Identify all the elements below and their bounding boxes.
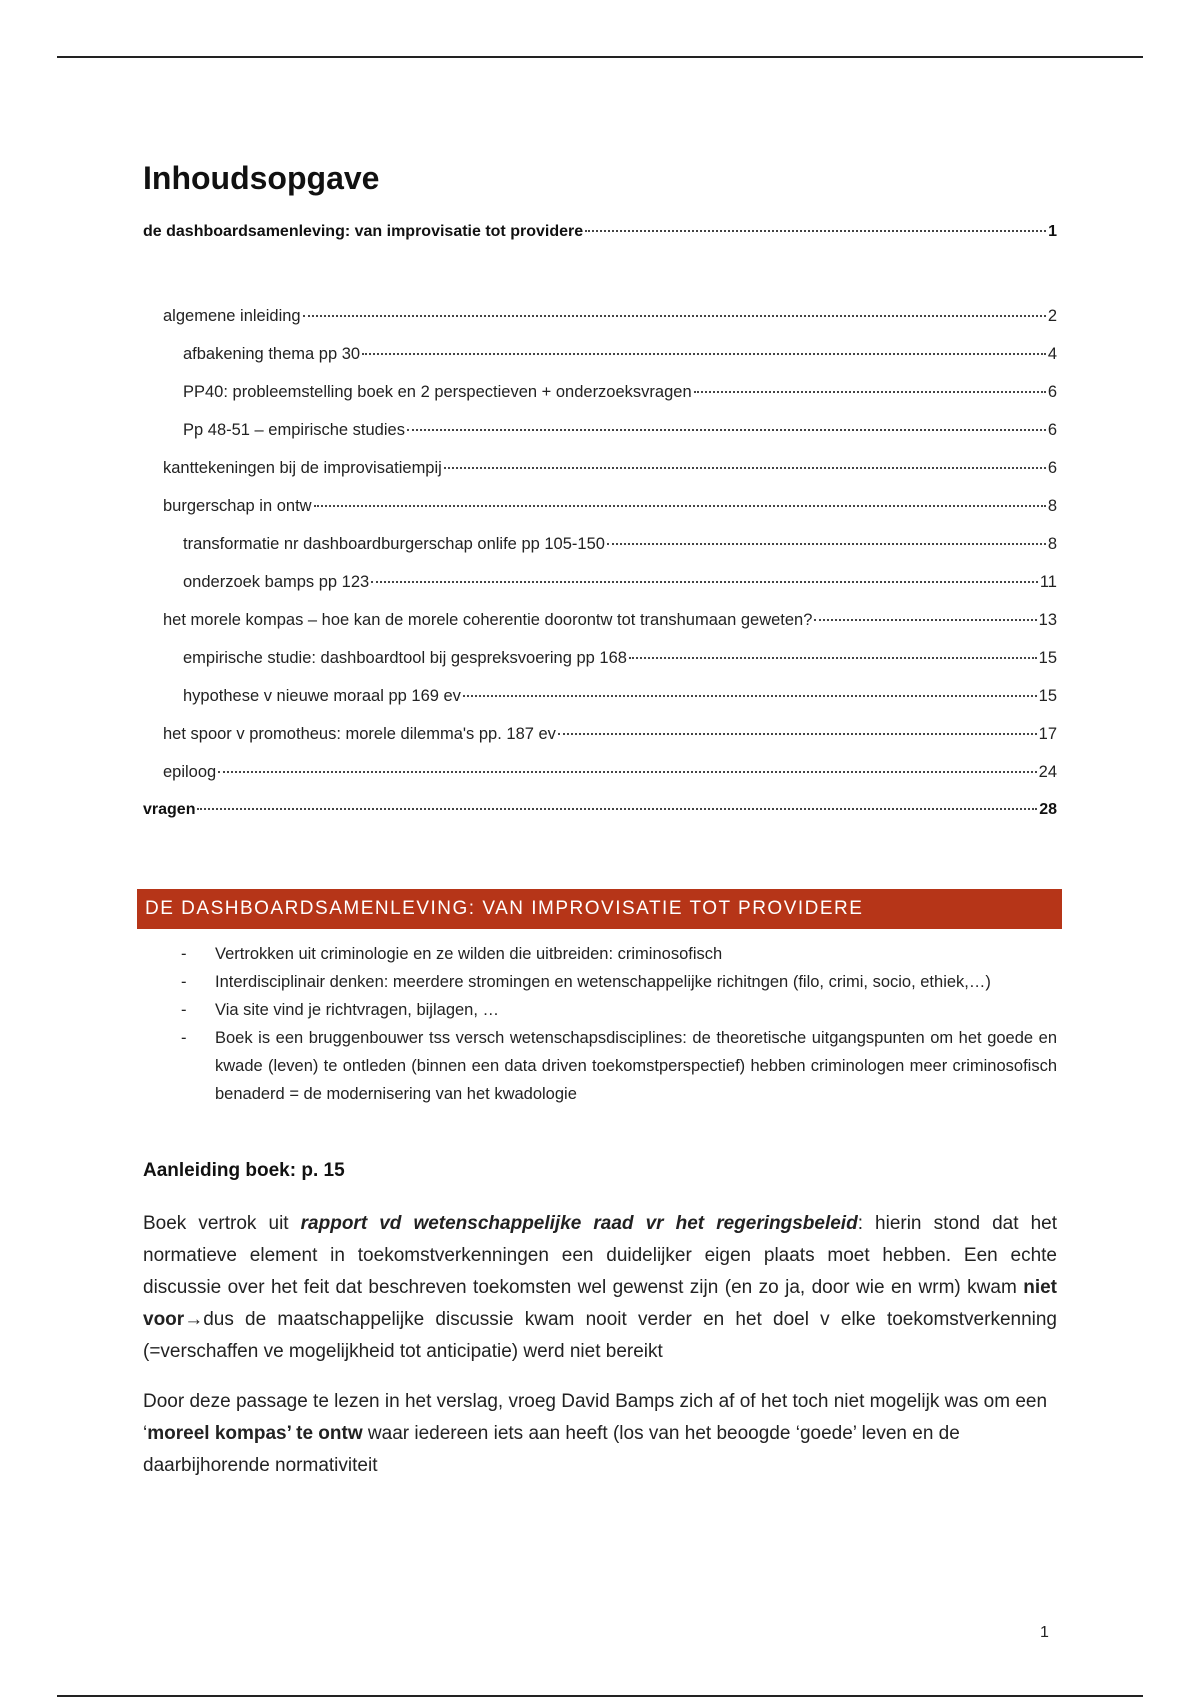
bullet-list — [143, 940, 1057, 1108]
toc-entry[interactable]: algemene inleiding 2 — [163, 307, 1057, 325]
toc-title: Inhoudsopgave — [143, 160, 380, 196]
paragraph: Boek vertrok uit rapport vd wetenschappelijke raad vr het regeringsbeleid: hierin stond dat het normatieve element in toekomstverkenningen een duidelijker eigen plaats moet hebben. Een echte discussie over het feit dat beschreven toekomsten wel gewenst zijn (en zo ja, door wie en wrm) kwam niet voor→dus de maatschappelijke discussie kwam nooit verder en het doel v elke toekomstverkenning (=verschaffen ve mogelijkheid tot anticipatie) werd niet bereikt — [143, 1213, 1057, 1362]
paragraph: Door deze passage te lezen in het verslag, vroeg David Bamps zich af of het toch niet mogelijk was om een ‘moreel kompas’ te ontw waar iedereen iets aan heeft (los van het beoogde ‘goede’ leven en de daarbijhorende normativiteit — [143, 1391, 1048, 1476]
toc-entry[interactable]: afbakening thema pp 30 4 — [183, 345, 1057, 363]
toc-entry[interactable]: epiloog 24 — [163, 763, 1057, 781]
toc-entry[interactable]: burgerschap in ontw 8 — [163, 497, 1057, 515]
list-item: - Vertrokken uit criminologie en ze wilden die uitbreiden: criminosofisch — [181, 945, 723, 963]
toc-entry[interactable]: het spoor v promotheus: morele dilemma's pp. 187 ev 17 — [163, 725, 1057, 743]
toc-entry[interactable]: empirische studie: dashboardtool bij gespreksvoering pp 168 15 — [183, 649, 1057, 667]
toc-entry[interactable]: transformatie nr dashboardburgerschap onlife pp 105-150 8 — [183, 535, 1057, 553]
page-number: 1 — [1040, 1624, 1049, 1641]
toc-entry[interactable]: PP40: probleemstelling boek en 2 perspectieven + onderzoeksvragen 6 — [183, 383, 1057, 401]
toc-entry[interactable]: Pp 48-51 – empirische studies 6 — [183, 421, 1057, 439]
list-item: - Boek is een bruggenbouwer tss versch wetenschapsdisciplines: de theoretische uitgangspunten om het goede en kwade (leven) te ontleden (binnen een data driven toekomstperspectief) hebben criminologen meer criminosofisch benaderd = de modernisering van het kwadologie — [181, 1029, 1057, 1103]
toc-entry[interactable]: vragen 28 — [143, 801, 1057, 818]
toc-entry[interactable]: de dashboardsamenleving: van improvisatie tot providere 1 — [143, 223, 1057, 240]
footer-rule — [57, 1695, 1143, 1697]
subheading: Aanleiding boek: p. 15 — [143, 1160, 345, 1181]
list-item: - Via site vind je richtvragen, bijlagen, … — [181, 1001, 500, 1019]
toc-entry[interactable]: hypothese v nieuwe moraal pp 169 ev 15 — [183, 687, 1057, 705]
list-item: - Interdisciplinair denken: meerdere stromingen en wetenschappelijke richitngen (filo, crimi, socio, ethiek,…) — [181, 973, 991, 991]
toc-entry[interactable]: het morele kompas – hoe kan de morele coherentie doorontw tot transhumaan geweten? 13 — [163, 611, 1057, 629]
toc-entry[interactable]: kanttekeningen bij de improvisatiempij 6 — [163, 459, 1057, 477]
toc-entry[interactable]: onderzoek bamps pp 123 11 — [183, 573, 1057, 591]
section-banner: DE DASHBOARDSAMENLEVING: VAN IMPROVISATIE TOT PROVIDERE — [137, 889, 1062, 929]
header-rule — [57, 56, 1143, 58]
